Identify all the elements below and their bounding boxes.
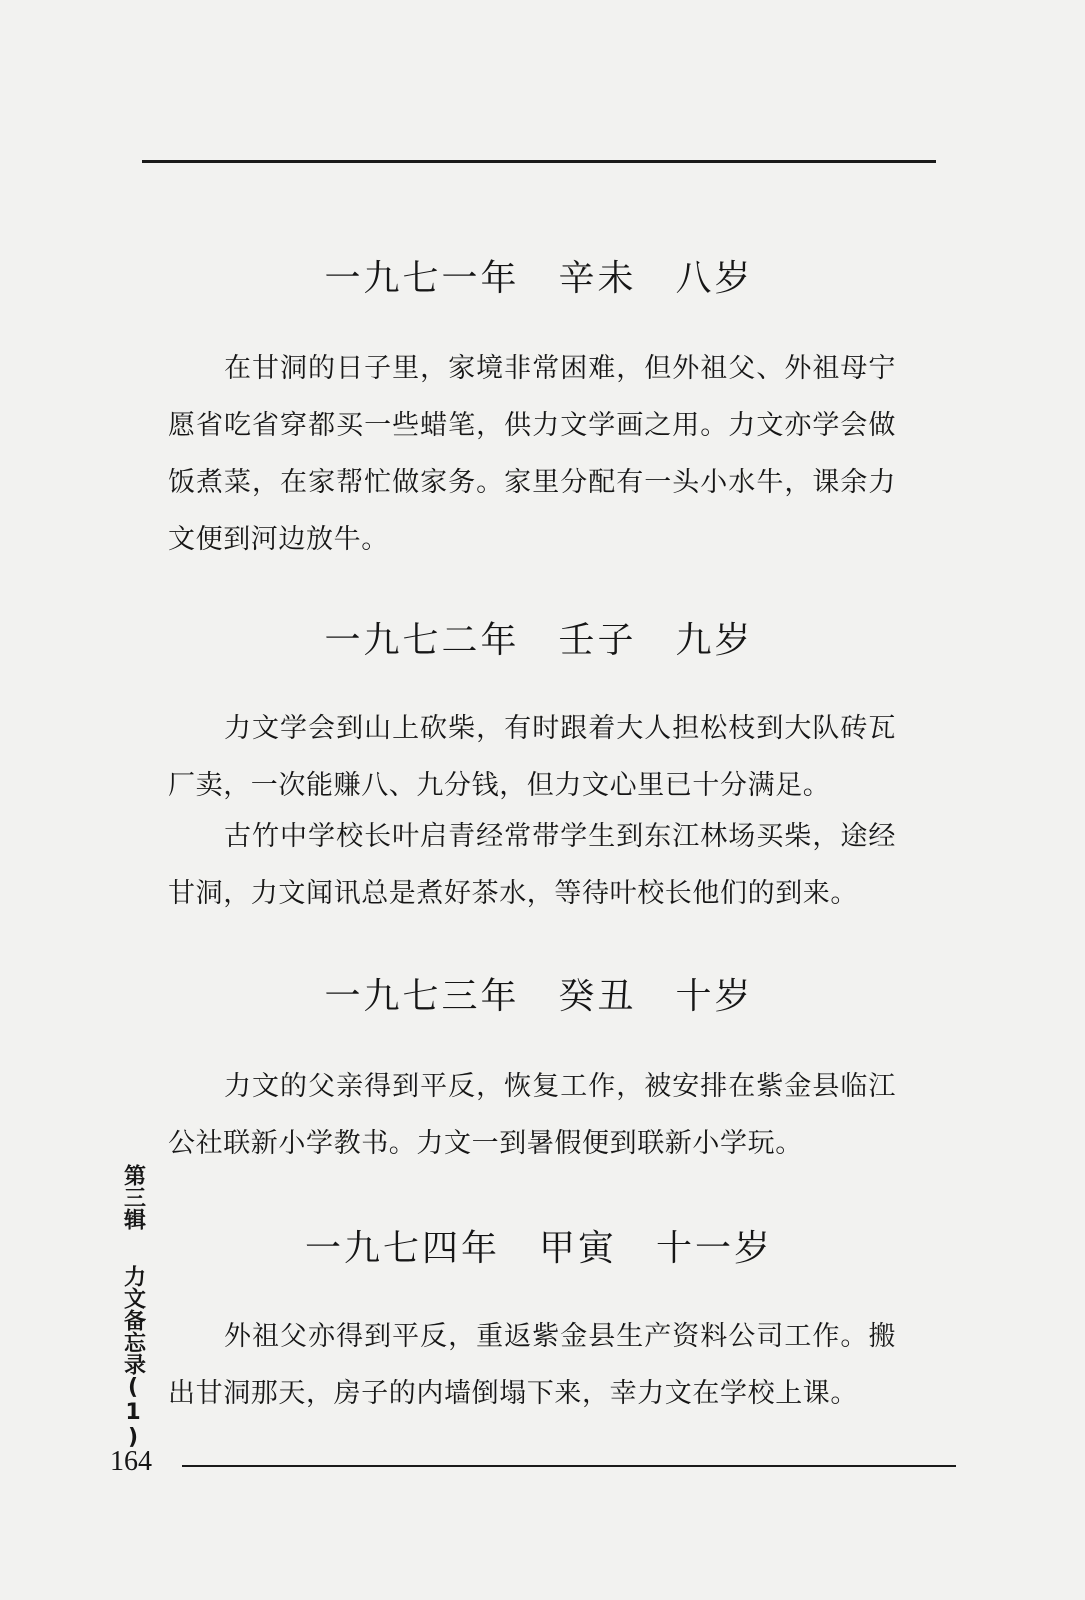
paragraph-1974: 外祖父亦得到平反，重返紫金县生产资料公司工作。搬出甘洞那天，房子的内墙倒塌下来，幸力文在学校上课。 bbox=[168, 1321, 896, 1409]
bottom-rule bbox=[182, 1465, 956, 1467]
series-label: 第三辑 bbox=[120, 1164, 146, 1230]
year-heading-1974: 一九七四年 甲寅 十一岁 bbox=[304, 1228, 773, 1269]
year-heading-1973: 一九七三年 癸丑 十岁 bbox=[324, 976, 754, 1017]
top-rule bbox=[142, 160, 936, 163]
paragraph-1972-1: 力文学会到山上砍柴，有时跟着大人担松枝到大队砖瓦厂卖，一次能赚八、九分钱，但力文心里已十分满足。 bbox=[168, 713, 896, 801]
page-number: 164 bbox=[110, 1446, 152, 1477]
paragraph-1972-2: 古竹中学校长叶启青经常带学生到东江林场买柴，途经甘洞，力文闻讯总是煮好茶水，等待叶校长他们的到来。 bbox=[168, 821, 896, 909]
paragraph-1973: 力文的父亲得到平反，恢复工作，被安排在紫金县临江公社联新小学教书。力文一到暑假便到联新小学玩。 bbox=[168, 1071, 896, 1159]
paragraph-1971: 在甘洞的日子里，家境非常困难，但外祖父、外祖母宁愿省吃省穿都买一些蜡笔，供力文学画之用。力文亦学会做饭煮菜，在家帮忙做家务。家里分配有一头小水牛，课余力文便到河边放牛。 bbox=[168, 353, 896, 555]
year-heading-1972: 一九七二年 壬子 九岁 bbox=[324, 620, 754, 661]
book-title: 力文备忘录(1) bbox=[120, 1264, 146, 1450]
year-heading-1971: 一九七一年 辛未 八岁 bbox=[324, 258, 754, 299]
running-head bbox=[118, 1155, 148, 1457]
